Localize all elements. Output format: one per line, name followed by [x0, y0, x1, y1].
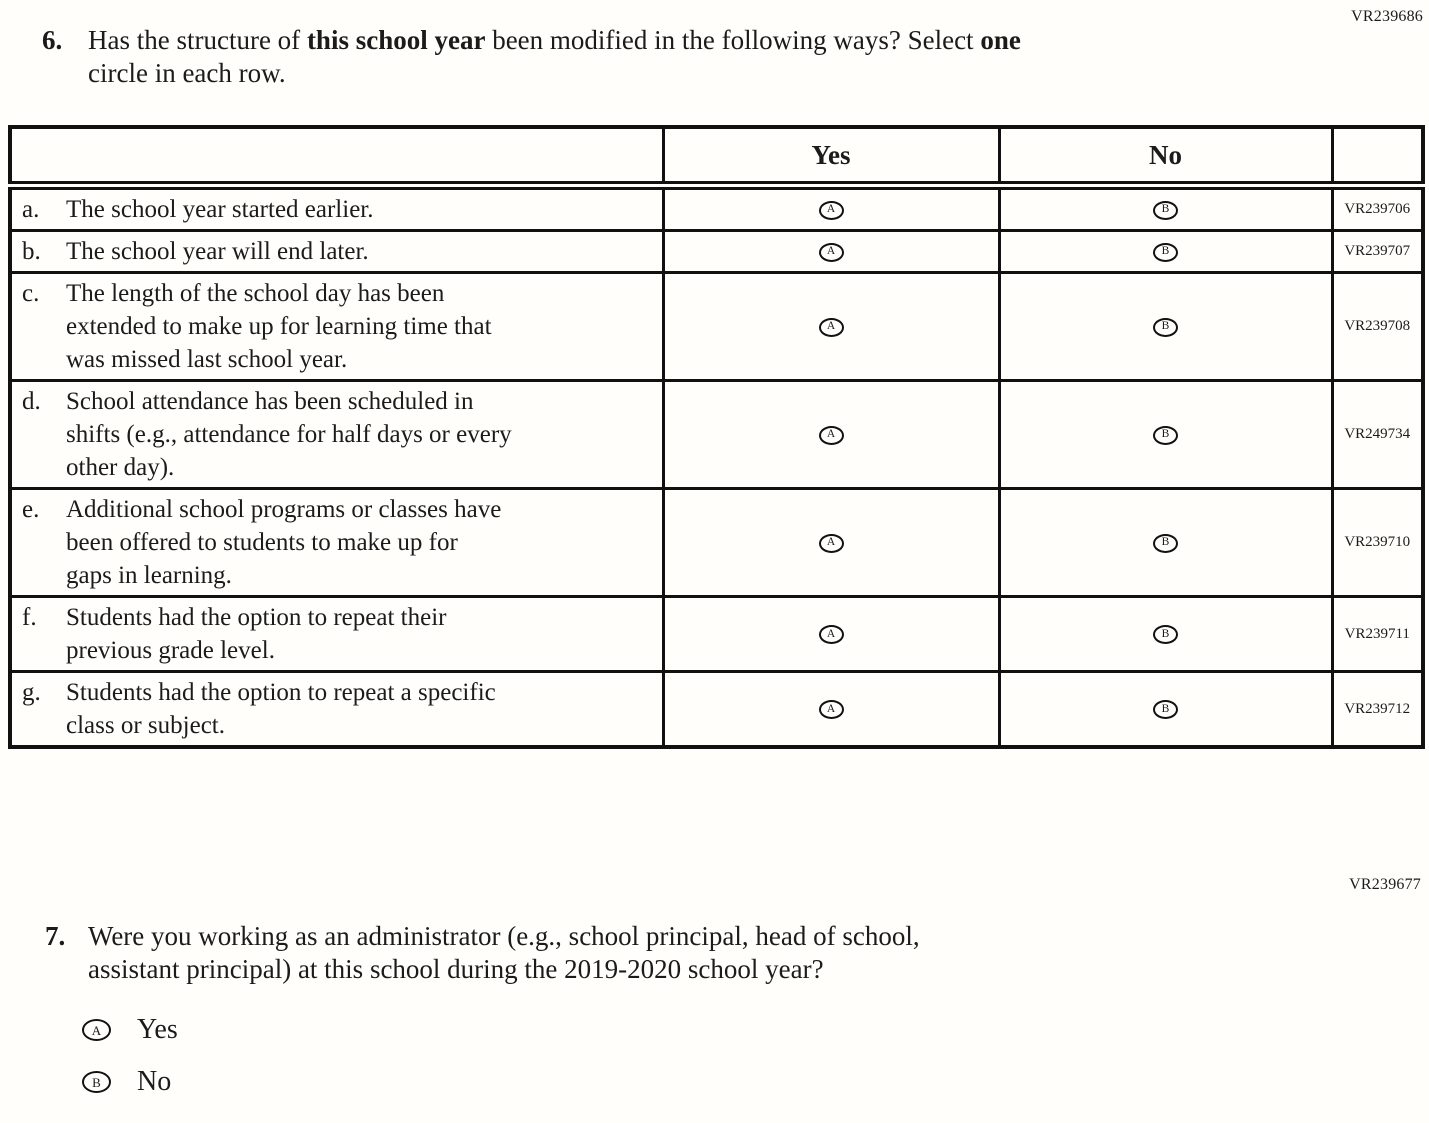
- no-option-cell: [999, 186, 1332, 231]
- row-item: [22, 601, 654, 667]
- answer-bubble-yes[interactable]: [819, 700, 844, 719]
- vr-code-cell: VR239710: [1332, 489, 1423, 597]
- vr-code-cell: VR239711: [1332, 597, 1423, 672]
- bubble-letter: B: [1161, 320, 1170, 333]
- bubble-letter: A: [826, 428, 836, 441]
- row-label: a.: [22, 196, 40, 223]
- vr-code-cell: VR239707: [1332, 231, 1423, 273]
- yes-option-cell: [663, 489, 999, 597]
- option-row-yes: [82, 1012, 178, 1048]
- answer-bubble-no[interactable]: [1153, 201, 1178, 220]
- answer-bubble-no[interactable]: [1153, 243, 1178, 262]
- bubble-letter: B: [1161, 203, 1170, 216]
- table-row: [10, 231, 1423, 273]
- question-7-number: 7.: [45, 921, 66, 951]
- row-text-line: was missed last school year.: [66, 346, 348, 373]
- question-6-number: 6.: [42, 25, 63, 55]
- prompt-segment: this school year: [306, 25, 486, 55]
- question-7-prompt-line: Were you working as an administrator (e.g., school principal, head of school,: [88, 921, 920, 951]
- row-item-cell: [10, 273, 663, 381]
- yes-option-cell: [663, 672, 999, 748]
- bubble-letter: A: [826, 702, 836, 715]
- no-option-cell: [999, 231, 1332, 273]
- row-item: [22, 676, 654, 742]
- answer-bubble-no[interactable]: [1153, 625, 1178, 644]
- bubble-letter: A: [826, 627, 836, 640]
- row-item: [22, 385, 654, 484]
- question-6-prompt: [88, 24, 1021, 90]
- row-item-cell: [10, 597, 663, 672]
- prompt-segment: been modified in the following ways? Select: [485, 25, 981, 55]
- yes-option-cell: [663, 597, 999, 672]
- bubble-letter: B: [1161, 536, 1170, 549]
- row-text-line: gaps in learning.: [66, 562, 232, 589]
- option-row-no: [82, 1064, 178, 1100]
- table-row: [10, 186, 1423, 231]
- question-6: [42, 24, 1342, 90]
- table-row: [10, 672, 1423, 748]
- no-option-cell: [999, 597, 1332, 672]
- prompt-segment: one: [980, 25, 1021, 55]
- answer-bubble-yes[interactable]: [819, 243, 844, 262]
- row-text-line: The school year started earlier.: [66, 196, 374, 223]
- answer-bubble-yes[interactable]: [819, 426, 844, 445]
- answer-bubble-yes[interactable]: [819, 534, 844, 553]
- yes-option-cell: [663, 231, 999, 273]
- no-option-cell: [999, 273, 1332, 381]
- table-row: [10, 597, 1423, 672]
- no-option-cell: [999, 489, 1332, 597]
- answer-bubble-no[interactable]: [1153, 426, 1178, 445]
- yes-option-cell: [663, 273, 999, 381]
- column-header-vr: [1332, 127, 1423, 186]
- row-text: [66, 493, 654, 592]
- prompt-segment: circle in each row.: [88, 58, 286, 88]
- table-row: [10, 381, 1423, 489]
- no-option-cell: [999, 381, 1332, 489]
- option-label: Yes: [137, 1014, 178, 1045]
- row-text-line: extended to make up for learning time that: [66, 313, 492, 340]
- row-item-cell: [10, 381, 663, 489]
- bubble-letter: B: [1161, 627, 1170, 640]
- question-6-prompt-line: [88, 57, 1021, 90]
- row-item: [22, 493, 654, 592]
- row-label: c.: [22, 280, 40, 307]
- row-label: b.: [22, 238, 41, 265]
- bubble-letter: B: [1161, 245, 1170, 258]
- row-text-line: shifts (e.g., attendance for half days or every: [66, 421, 512, 448]
- row-text: [66, 277, 654, 376]
- row-item-cell: [10, 489, 663, 597]
- row-text-line: The school year will end later.: [66, 238, 369, 265]
- answer-bubble-yes[interactable]: [82, 1019, 111, 1041]
- question-7-options: [82, 1012, 178, 1116]
- row-item-cell: [10, 186, 663, 231]
- question-6-prompt-line: [88, 24, 1021, 57]
- yes-option-cell: [663, 381, 999, 489]
- row-item-cell: [10, 672, 663, 748]
- no-option-cell: [999, 672, 1332, 748]
- row-label: e.: [22, 496, 40, 523]
- vr-code-cell: VR239706: [1332, 186, 1423, 231]
- vr-code-question-6: VR239686: [1351, 8, 1423, 25]
- row-text: [66, 601, 654, 667]
- row-label: d.: [22, 388, 41, 415]
- row-label: f.: [22, 604, 37, 631]
- row-item: [22, 277, 654, 376]
- answer-bubble-yes[interactable]: [819, 625, 844, 644]
- row-text: [66, 676, 654, 742]
- answer-bubble-no[interactable]: [1153, 318, 1178, 337]
- question-7-prompt-line: assistant principal) at this school during the 2019-2020 school year?: [88, 954, 824, 984]
- bubble-letter: B: [1161, 702, 1170, 715]
- bubble-letter: A: [91, 1022, 102, 1038]
- response-table-header: [10, 127, 1423, 186]
- row-text: [66, 235, 654, 268]
- answer-bubble-no[interactable]: [82, 1071, 111, 1093]
- row-item: [22, 193, 654, 226]
- row-label: g.: [22, 679, 41, 706]
- row-text-line: Students had the option to repeat their: [66, 604, 447, 631]
- bubble-letter: A: [826, 536, 836, 549]
- vr-code-cell: VR249734: [1332, 381, 1423, 489]
- row-text-line: The length of the school day has been: [66, 280, 445, 307]
- option-label: No: [137, 1066, 172, 1097]
- prompt-segment: Has the structure of: [88, 25, 307, 55]
- bubble-letter: A: [826, 245, 836, 258]
- row-text-line: School attendance has been scheduled in: [66, 388, 474, 415]
- question-6-response-table: [8, 125, 1425, 749]
- row-text-line: Additional school programs or classes have: [66, 496, 502, 523]
- row-text-line: Students had the option to repeat a specific: [66, 679, 496, 706]
- yes-option-cell: [663, 186, 999, 231]
- question-7-prompt: [88, 920, 920, 986]
- answer-bubble-yes[interactable]: [819, 318, 844, 337]
- row-text-line: previous grade level.: [66, 637, 275, 664]
- answer-bubble-yes[interactable]: [819, 201, 844, 220]
- row-text: [66, 193, 654, 226]
- bubble-letter: B: [92, 1074, 101, 1090]
- row-text-line: been offered to students to make up for: [66, 529, 458, 556]
- answer-bubble-no[interactable]: [1153, 700, 1178, 719]
- table-row: [10, 273, 1423, 381]
- row-text-line: class or subject.: [66, 712, 225, 739]
- column-header-no: No: [999, 127, 1332, 186]
- answer-bubble-no[interactable]: [1153, 534, 1178, 553]
- vr-code-question-7: VR239677: [1349, 876, 1421, 893]
- row-text: [66, 385, 654, 484]
- bubble-letter: A: [826, 320, 836, 333]
- vr-code-cell: VR239708: [1332, 273, 1423, 381]
- row-text-line: other day).: [66, 454, 175, 481]
- bubble-letter: B: [1161, 428, 1170, 441]
- row-item-cell: [10, 231, 663, 273]
- bubble-letter: A: [826, 203, 836, 216]
- question-7: [45, 920, 1295, 986]
- column-header-yes: Yes: [663, 127, 999, 186]
- column-header-item: [10, 127, 663, 186]
- vr-code-cell: VR239712: [1332, 672, 1423, 748]
- table-row: [10, 489, 1423, 597]
- row-item: [22, 235, 654, 268]
